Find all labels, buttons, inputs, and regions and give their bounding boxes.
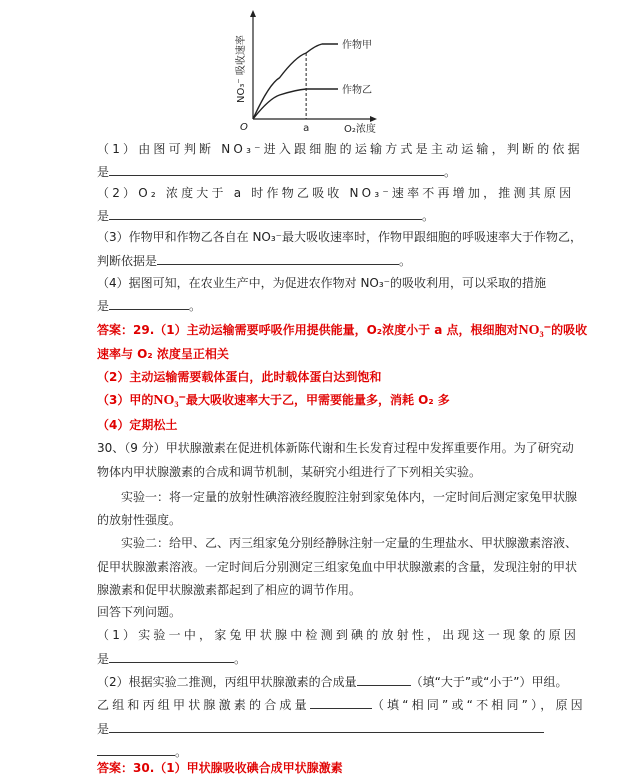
answer29-part1-cont: 速率与 O₂ 浓度呈正相关 <box>97 347 229 361</box>
answer30-part1: 答案：30.（1）甲状腺吸收碘合成甲状腺激素 <box>97 761 343 775</box>
series-line-0 <box>253 44 338 119</box>
answer29-part1: 答案：29.（1）主动运输需要呼吸作用提供能量，O₂浓度小于 a 点，根细胞对NO₃⁻的吸收 <box>97 323 588 338</box>
q29-part4-answer-line: 是 。 <box>97 299 202 313</box>
q30-experiment2: 实验二：给甲、乙、丙三组家兔分别经静脉注射一定量的生理盐水、甲状腺激素溶液、 <box>121 536 578 550</box>
q30-experiment2-cont: 促甲状腺激素溶液。一定时间后分别测定三组家兔血中甲状腺激素的含量，发现注射的甲状 <box>97 560 578 574</box>
q29-part2-answer-line: 是 。 <box>97 209 435 223</box>
answer-blank[interactable] <box>357 673 411 686</box>
answer-blank[interactable] <box>109 720 544 733</box>
q29-part3-answer-line: 判断依据是 。 <box>97 254 412 268</box>
answer-blank[interactable] <box>109 297 189 310</box>
chart-x-tick-label: a <box>303 123 310 134</box>
answer29-part4: （4）定期松土 <box>97 418 178 432</box>
chart-series <box>253 44 338 119</box>
chart-legend-crop-jia: 作物甲 <box>342 40 372 51</box>
q30-part2-cont: 乙组和丙组甲状腺激素的合成量 （填“相同”或“不相同”），原因 <box>97 698 586 712</box>
y-axis-arrow <box>250 10 256 17</box>
chart-origin-label: O <box>240 122 248 133</box>
q29-part1: （1）由图可判断 NO₃⁻进入跟细胞的运输方式是主动运输，判断的依据 <box>97 142 583 156</box>
q30-part2-answer-line2: 。 <box>97 743 187 760</box>
answer-blank[interactable] <box>310 696 372 709</box>
nitrate-uptake-chart <box>228 8 388 136</box>
q30-part1-answer-line: 是 。 <box>97 652 247 666</box>
q30-experiment2-cont2: 腺激素和促甲状腺激素都起到了相应的调节作用。 <box>97 583 362 597</box>
q29-part3: （3）作物甲和作物乙各自在 NO₃⁻最大吸收速率时，作物甲跟细胞的呼吸速率大于作物乙， <box>97 230 583 244</box>
q30-part2: （2）根据实验二推测，丙组甲状腺激素的合成量 （填“大于”或“小于”）甲组。 <box>97 675 568 689</box>
answer-blank[interactable] <box>157 252 399 265</box>
q29-part2: （2）O₂ 浓度大于 a 时作物乙吸收 NO₃⁻速率不再增加，推测其原因 <box>97 186 575 200</box>
chart-ylabel: NO₃⁻ 吸收速率 <box>236 35 247 103</box>
chart-legend-crop-yi: 作物乙 <box>342 85 372 96</box>
q30-intro: 30、（9 分）甲状腺激素在促进机体新陈代谢和生长发育过程中发挥重要作用。为了研究动 <box>97 441 574 455</box>
q30-experiment1: 实验一：将一定量的放射性碘溶液经腹腔注射到家兔体内，一定时间后测定家兔甲状腺 <box>121 490 578 504</box>
q29-part4: （4）据图可知，在农业生产中，为促进农作物对 NO₃⁻的吸收利用，可以采取的措施 <box>97 276 547 290</box>
q30-experiment1-cont: 的放射性强度。 <box>97 513 182 527</box>
answer29-part3: （3）甲的NO₃⁻最大吸收速率大于乙，甲需要能量多，消耗 O₂ 多 <box>97 393 450 408</box>
q30-part2-answer-line: 是 <box>97 720 544 737</box>
answer-blank[interactable] <box>97 743 175 756</box>
q30-prompt: 回答下列问题。 <box>97 605 182 619</box>
q30-part1: （1）实验一中，家兔甲状腺中检测到碘的放射性，出现这一现象的原因 <box>97 628 580 642</box>
answer-blank[interactable] <box>109 650 234 663</box>
x-axis-arrow <box>370 116 377 122</box>
answer-blank[interactable] <box>109 163 444 176</box>
q29-part1-answer-line: 是 。 <box>97 165 457 179</box>
chart-xlabel: O₂浓度 <box>344 124 376 135</box>
answer-blank[interactable] <box>109 207 422 220</box>
answer29-part2: （2）主动运输需要载体蛋白，此时载体蛋白达到饱和 <box>97 370 382 384</box>
q30-intro-cont: 物体内甲状腺激素的合成和调节机制，某研究小组进行了下列相关实验。 <box>97 465 482 479</box>
chart-axes <box>250 10 377 122</box>
